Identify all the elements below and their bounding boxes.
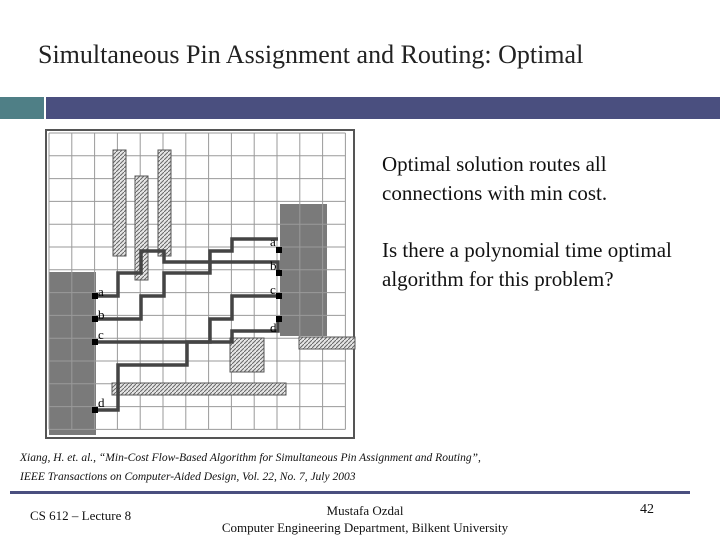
footer-course: CS 612 – Lecture 8 bbox=[30, 508, 132, 523]
obstacle-tall-1 bbox=[113, 150, 126, 256]
slide-title: Simultaneous Pin Assignment and Routing: Optimal bbox=[38, 40, 584, 69]
footer-department: Computer Engineering Department, Bilkent University bbox=[221, 520, 509, 535]
pin-right-b bbox=[276, 270, 282, 276]
pin-right-d bbox=[276, 316, 282, 322]
page-number: 42 bbox=[640, 502, 654, 517]
pin-label-right-b: b bbox=[270, 258, 277, 273]
paragraph-question: Is there a polynomial time optimal algorithm for this problem? bbox=[382, 238, 672, 291]
pin-label-left-b: b bbox=[98, 307, 105, 322]
footer-rule bbox=[10, 491, 690, 494]
pin-label-left-c: c bbox=[98, 327, 104, 342]
footer-author-block bbox=[210, 502, 520, 536]
obstacle-horizontal bbox=[112, 383, 286, 395]
pin-label-left-a: a bbox=[98, 284, 104, 299]
left-gray-block bbox=[49, 272, 96, 435]
footer-author: Mustafa Ozdal bbox=[326, 503, 404, 518]
obstacle-tall-3 bbox=[158, 150, 171, 256]
obstacle-square bbox=[230, 338, 264, 372]
citation bbox=[20, 449, 620, 487]
obstacle-right-bar bbox=[299, 337, 355, 349]
paragraph-optimal-solution: Optimal solution routes all connections with min cost. bbox=[382, 152, 608, 205]
pin-label-left-d: d bbox=[98, 395, 105, 410]
pin-right-c bbox=[276, 293, 282, 299]
citation-line-2: IEEE Transactions on Computer-Aided Design, Vol. 22, No. 7, July 2003 bbox=[20, 471, 356, 483]
citation-line-1: Xiang, H. et. al., “Min-Cost Flow-Based Algorithm for Simultaneous Pin Assignment and Routing”, bbox=[20, 452, 481, 464]
pin-label-right-d: d bbox=[270, 320, 277, 335]
pin-label-right-c: c bbox=[270, 282, 276, 297]
pin-label-right-a: a bbox=[270, 234, 276, 249]
pin-right-a bbox=[276, 247, 282, 253]
